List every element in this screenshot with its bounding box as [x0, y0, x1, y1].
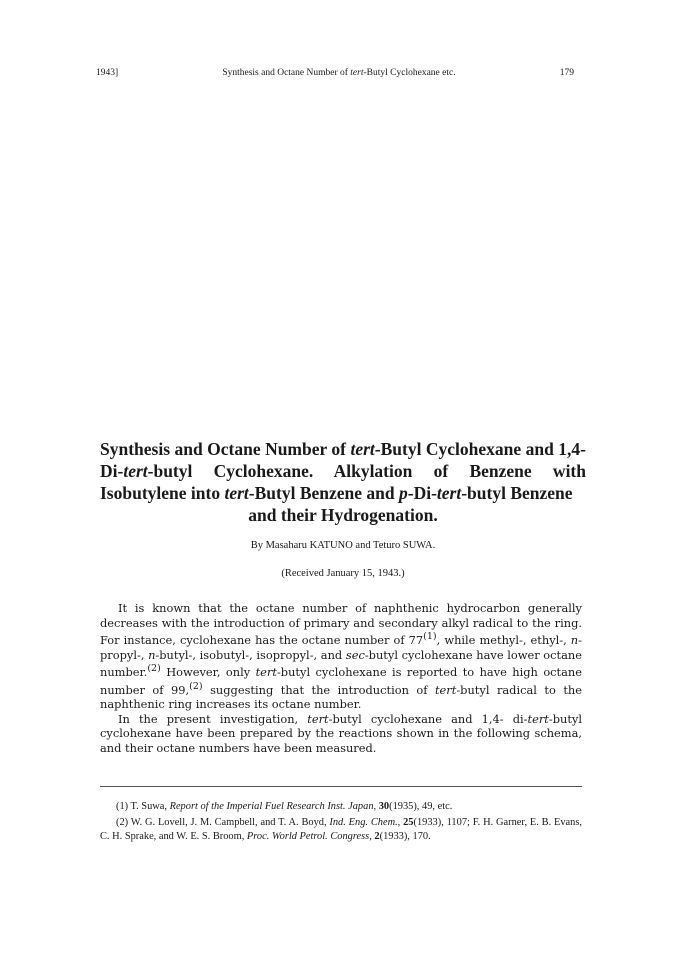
title-italic: tert: [224, 483, 249, 503]
page-number: 179: [559, 68, 574, 78]
footnote-ref: (2): [189, 680, 203, 692]
italic: Proc. World Petrol. Congress: [246, 831, 370, 842]
italic: tert: [307, 711, 329, 726]
title-part: Synthesis and Octane Number of: [100, 439, 351, 459]
header-title-italic: tert: [350, 68, 364, 78]
footnote-ref: (2): [147, 663, 161, 675]
text: suggesting that the introduction of: [202, 682, 435, 697]
text: ,: [397, 817, 404, 828]
italic: tert: [255, 664, 277, 679]
title-italic: tert: [436, 483, 462, 503]
footnote-divider: [100, 786, 582, 787]
title-last-line: and their Hydrogenation.: [248, 505, 438, 525]
article-title: [100, 438, 586, 526]
article-body: [100, 601, 582, 755]
volume: 25: [403, 817, 414, 828]
text: -butyl cyclohexane have been prepared by the reactions shown in the following schema, and their octane numbers have been measured.: [100, 711, 582, 755]
italic: sec: [345, 647, 365, 662]
text: (1935), 49, etc.: [389, 801, 453, 812]
volume: 2: [374, 831, 380, 842]
text: ,: [373, 801, 379, 812]
footnote-ref: (1): [423, 631, 437, 643]
text: In the present investigation,: [118, 711, 308, 726]
volume: 30: [378, 801, 390, 812]
paragraph-2: [100, 712, 582, 756]
italic: Report of the Imperial Fuel Research Inst. Japan: [169, 801, 374, 812]
text: ,: [369, 831, 375, 842]
title-part: -butyl Cyclohexane. Alkylation of Benzene with Isobutylene into: [100, 461, 586, 503]
received-date: (Received January 15, 1943.): [281, 568, 405, 579]
header-running-title: [118, 68, 560, 78]
title-italic: p: [399, 483, 408, 503]
italic: Ind. Eng. Chem.: [329, 817, 398, 828]
text: However, only: [160, 664, 256, 679]
text: It is known that the octane number of naphthenic hydrocarbon generally decreases with the introduction of primary and secondary alkyl radical to the ring. For instance, cyclohexane has the octane number of 77: [100, 601, 582, 647]
text: -butyl cyclohexane and 1,4- di-: [328, 711, 528, 726]
title-italic: tert: [350, 439, 375, 459]
text: (2) W. G. Lovell, J. M. Campbell, and T. A. Boyd,: [116, 817, 330, 828]
text: -butyl cyclohexane is reported to have high octane number of 99,: [100, 664, 582, 697]
italic: n: [570, 632, 579, 647]
footnote-2: [100, 816, 582, 844]
title-part: -Butyl Benzene and: [248, 483, 400, 503]
text: (1933), 170.: [379, 831, 431, 842]
text: -butyl-, isobutyl-, isopropyl-, and: [155, 647, 346, 662]
italic: n: [148, 647, 156, 662]
header-title-text-2: -Butyl Cyclohexane etc.: [363, 68, 456, 78]
text: (1933), 1107; F. H. Garner, E. B. Evans, C. H. Sprake, and W. E. S. Broom,: [100, 817, 582, 842]
text: -butyl cyclohexane have lower octane number.: [100, 647, 582, 679]
text: , while methyl-, ethyl-,: [436, 632, 571, 647]
title-part: -Butyl Cyclohexane and 1,4-Di-: [100, 439, 586, 481]
text: -butyl radical to the naphthenic ring increases its octane number.: [100, 682, 582, 711]
text: -propyl-,: [100, 632, 582, 662]
header-title-text: Synthesis and Octane Number of: [222, 68, 351, 78]
title-part: -Di-: [407, 483, 437, 503]
footnote-1: [100, 800, 582, 814]
paragraph-1: [100, 601, 582, 712]
title-italic: tert: [123, 461, 148, 481]
running-header: [96, 68, 574, 78]
italic: tert: [527, 711, 549, 726]
title-part: -butyl Benzene: [461, 483, 573, 503]
author-byline: By Masaharu KATUNO and Teturo SUWA.: [250, 540, 436, 551]
header-year: 1943]: [96, 68, 119, 78]
text: (1) T. Suwa,: [116, 801, 170, 812]
footnotes: [100, 800, 582, 846]
italic: tert: [434, 682, 457, 697]
